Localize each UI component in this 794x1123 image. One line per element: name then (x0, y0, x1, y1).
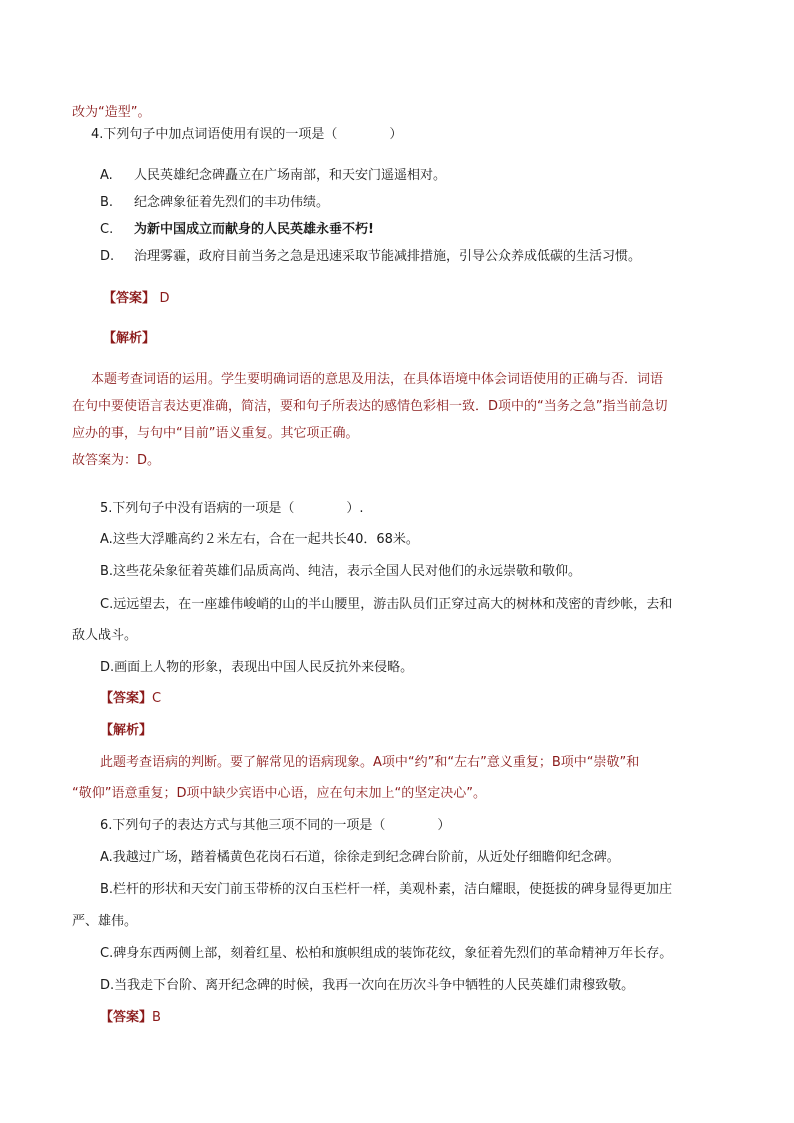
q6-stem: 6.下列句子的表达方式与其他三项不同的一项是（ ） (100, 818, 451, 833)
q5-analysis-line-2: “敬仰”语意重复；D项中缺少宾语中心语，应在句末加上“的坚定决心”。 (72, 786, 486, 801)
q6-answer: 【答案】B (100, 1010, 161, 1025)
q4-analysis-line-4: 故答案为：D。 (72, 453, 161, 468)
q5-answer: 【答案】C (100, 691, 162, 706)
q5-option-c-cont: 敌人战斗。 (72, 628, 138, 643)
q6-option-b-cont: 严、雄伟。 (72, 914, 138, 929)
q6-option-a: A.我越过广场，踏着橘黄色花岗石石道，徐徐走到纪念碑台阶前，从近处仔细瞻仰纪念碑。 (100, 850, 620, 865)
q5-stem: 5.下列句子中没有语病的一项是（ ）. (100, 501, 364, 516)
q4-analysis-line-2: 在句中要使语言表达更准确，简洁，要和句子所表达的感情色彩相一致．D项中的“当务之急”指当前急切 (72, 399, 668, 414)
q4-answer: 【答案】 D (103, 291, 170, 306)
intro-line: 改为“造型”。 (72, 105, 151, 120)
q5-option-c: C.远远望去，在一座雄伟峻峭的山的半山腰里，游击队员们正穿过高大的树林和茂密的青纱帐，去和 (100, 597, 673, 612)
q4-stem: 4.下列句子中加点词语使用有误的一项是（ ） (91, 127, 403, 142)
q4-option-b: B. 纪念碑象征着先烈们的丰功伟绩。 (100, 195, 330, 210)
q6-option-b: B.栏杆的形状和天安门前玉带桥的汉白玉栏杆一样，美观朴素，洁白耀眼，使挺拔的碑身显得更加庄 (100, 882, 673, 897)
q4-analysis-line-3: 应办的事，与句中“目前”语义重复。其它项正确。 (72, 426, 359, 441)
q4-option-c: C. 为新中国成立而献身的人民英雄永垂不朽! (100, 222, 374, 237)
q5-option-a: A.这些大浮雕高约２米左右，合在一起共长40．68米。 (100, 532, 419, 547)
q5-option-d: D.画面上人物的形象，表现出中国人民反抗外来侵略。 (100, 660, 414, 675)
q5-analysis-label: 【解析】 (100, 723, 153, 738)
q5-analysis-line-1: 此题考查语病的判断。要了解常见的语病现象。A项中“约”和“左右”意义重复；B项中“崇敬”和 (100, 755, 640, 770)
q4-analysis-label: 【解析】 (103, 331, 156, 346)
q5-option-b: B.这些花朵象征着英雄们品质高尚、纯洁，表示全国人民对他们的永远崇敬和敬仰。 (100, 564, 582, 579)
q4-analysis-line-1: 本题考查词语的运用。学生要明确词语的意思及用法，在具体语境中体会词语使用的正确与否．词语 (91, 372, 664, 387)
q4-option-a: A. 人民英雄纪念碑矗立在广场南部，和天安门遥遥相对。 (100, 168, 447, 183)
q4-option-d: D. 治理雾霾，政府目前当务之急是迅速采取节能减排措施，引导公众养成低碳的生活习惯。 (100, 249, 642, 264)
q6-option-d: D.当我走下台阶、离开纪念碑的时候，我再一次向在历次斗争中牺牲的人民英雄们肃穆致敬。 (100, 978, 635, 993)
q6-option-c: C.碑身东西两侧上部，刻着红星、松柏和旗帜组成的装饰花纹，象征着先烈们的革命精神万年长存。 (100, 946, 673, 961)
